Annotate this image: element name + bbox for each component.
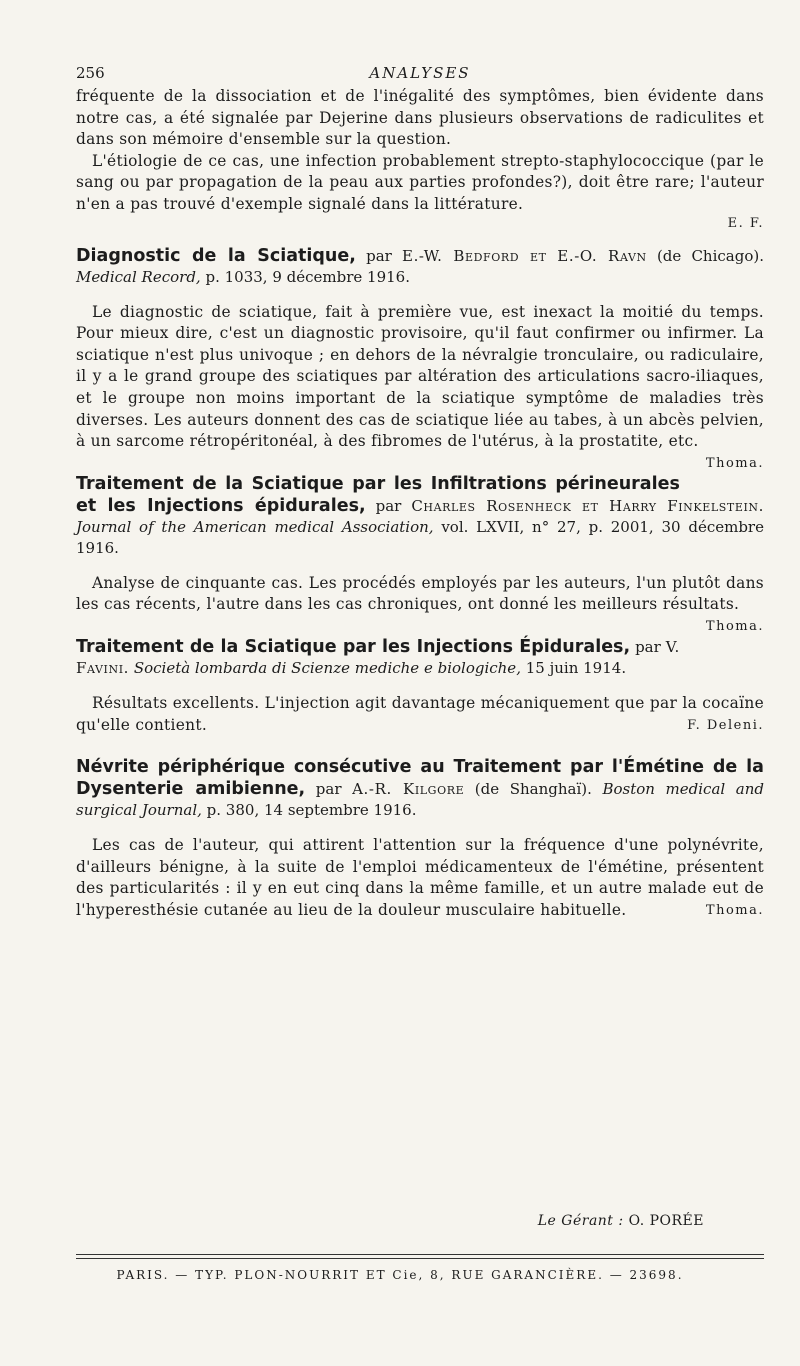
article-1-body: Le diagnostic de sciatique, fait à première vue, est inexact la moitié du temps. Pour mieux dire, c'est un diagnostic provisoire, qu'il faut confirmer ou infirmer. La sciatique n'est plus univoque ; en dehors de la névralgie tronculaire, ou radiculaire, il y a le grand groupe des sciatiques par altération des articulations sacro-iliaques, et le groupe non moins important de la sciatique symptôme de maladies très diverses. Les auteurs donnent des cas de sciatique liée au tabes, à un abcès pelvien, à un sarcome rétropéritonéal, à des fibromes de l'utérus, à la prostatite, etc. Thoma.: [76, 302, 764, 453]
article-1-journal: Medical Record,: [76, 267, 201, 286]
intro-paragraph-1: fréquente de la dissociation et de l'inégalité des symptômes, bien évidente dans notre cas, a été signalée par Dejerine dans plusieurs observations de radiculites et dans son mémoire d'ensemble sur la question.: [76, 87, 764, 149]
footer-rule-double: [76, 1258, 764, 1259]
footer-rule: [76, 1254, 764, 1255]
article-3-heading: Traitement de la Sciatique par les Injections Épidurales, par V. Favini. Società lombarda di Scienze mediche e biologiche, 15 juin 1914.: [76, 636, 680, 677]
article-1-authors: E.-W. Bedford et E.-O. Ravn: [402, 246, 647, 265]
article-4-affiliation: (de Shanghaï).: [474, 780, 592, 799]
article-3-body: Résultats excellents. L'injection agit davantage mécaniquement que par la cocaïne qu'elle contient. F. Deleni.: [76, 693, 764, 736]
article-3-journal: Società lombarda di Scienze mediche e biologiche,: [133, 658, 521, 677]
article-2-details: vol. LXVII, n° 27, p. 2001, 30 décembre 1916.: [76, 517, 764, 557]
intro-paragraph-2: L'étiologie de ce cas, une infection probablement strepto-staphylococcique (par le sang ou par propagation de la peau aux parties profondes?), doit être rare; l'auteur n'en a pas trouvé d'exemple signalé dans la littérature.: [76, 151, 764, 213]
running-title: ANALYSES: [369, 64, 471, 82]
article-3-signature: F. Deleni.: [687, 717, 764, 733]
gerant-label: Le Gérant :: [537, 1213, 624, 1229]
article-4-body: Les cas de l'auteur, qui attirent l'attention sur la fréquence d'une polynévrite, d'ailleurs bénigne, à la suite de l'emploi médicamenteux de l'émétine, présentent des particularités : il y en eut cinq dans la même famille, et un autre malade eut de l'hyperesthésie cutanée au lieu de la douleur musculaire habituelle. Thoma.: [76, 835, 764, 921]
article-3-authors: V. Favini.: [76, 637, 680, 677]
article-3-details: 15 juin 1914.: [525, 658, 627, 677]
article-4-heading: Névrite périphérique consécutive au Traitement par l'Émétine de la Dysenterie amibienne, par A.-R. Kilgore (de Shanghaï). Boston medical and surgical Journal, p. 380, 14 septembre 1916.: [76, 757, 764, 820]
gerant-name: O. PORÉE: [628, 1213, 704, 1229]
article-3-title: Traitement de la Sciatique par les Injections Épidurales,: [76, 636, 631, 657]
article-2-title: Traitement de la Sciatique par les Infiltrations périneurales et les Injections épidurales,: [76, 473, 680, 516]
article-2-heading: Traitement de la Sciatique par les Infiltrations périneurales et les Injections épidurales, par Charles Rosenheck et Harry Finkelstein. Journal of the American medical Association, vol. LXVII, n° 27, p. 2001, 30 décembre 1916.: [76, 473, 764, 557]
article-4-authors: A.-R. Kilgore: [352, 780, 465, 799]
page: [76, 60, 764, 921]
article-4-signature: Thoma.: [705, 902, 764, 918]
article-1-heading: Diagnostic de la Sciatique, par E.-W. Bedford et E.-O. Ravn (de Chicago). Medical Record, p. 1033, 9 décembre 1916.: [76, 245, 764, 286]
article-1-signature: Thoma.: [705, 455, 764, 471]
article-4-title: Névrite périphérique consécutive au Traitement par l'Émétine de la Dysenterie amibienne,: [76, 757, 764, 800]
article-1-details: p. 1033, 9 décembre 1916.: [205, 267, 410, 286]
article-4-details: p. 380, 14 septembre 1916.: [206, 801, 417, 820]
article-2-journal: Journal of the American medical Association,: [76, 517, 434, 536]
intro-signature: E. F.: [727, 215, 764, 231]
article-1-affiliation: (de Chicago).: [656, 246, 764, 265]
article-1-title: Diagnostic de la Sciatique,: [76, 245, 356, 266]
page-number: 256: [76, 64, 105, 82]
article-2-body: Analyse de cinquante cas. Les procédés employés par les auteurs, l'un plutôt dans les cas récents, l'autre dans les cas chroniques, ont donné les meilleurs résultats. Thoma.: [76, 573, 764, 616]
article-4-journal: Boston medical and surgical Journal,: [76, 780, 764, 820]
gerant-line: [538, 1213, 704, 1229]
article-2-signature: Thoma.: [705, 618, 764, 634]
printer-imprint: PARIS. — TYP. PLON-NOURRIT ET Cie, 8, RUE GARANCIÈRE. — 23698.: [116, 1268, 684, 1282]
article-2-authors: Charles Rosenheck et Harry Finkelstein.: [411, 496, 764, 515]
page-header: [76, 60, 764, 86]
